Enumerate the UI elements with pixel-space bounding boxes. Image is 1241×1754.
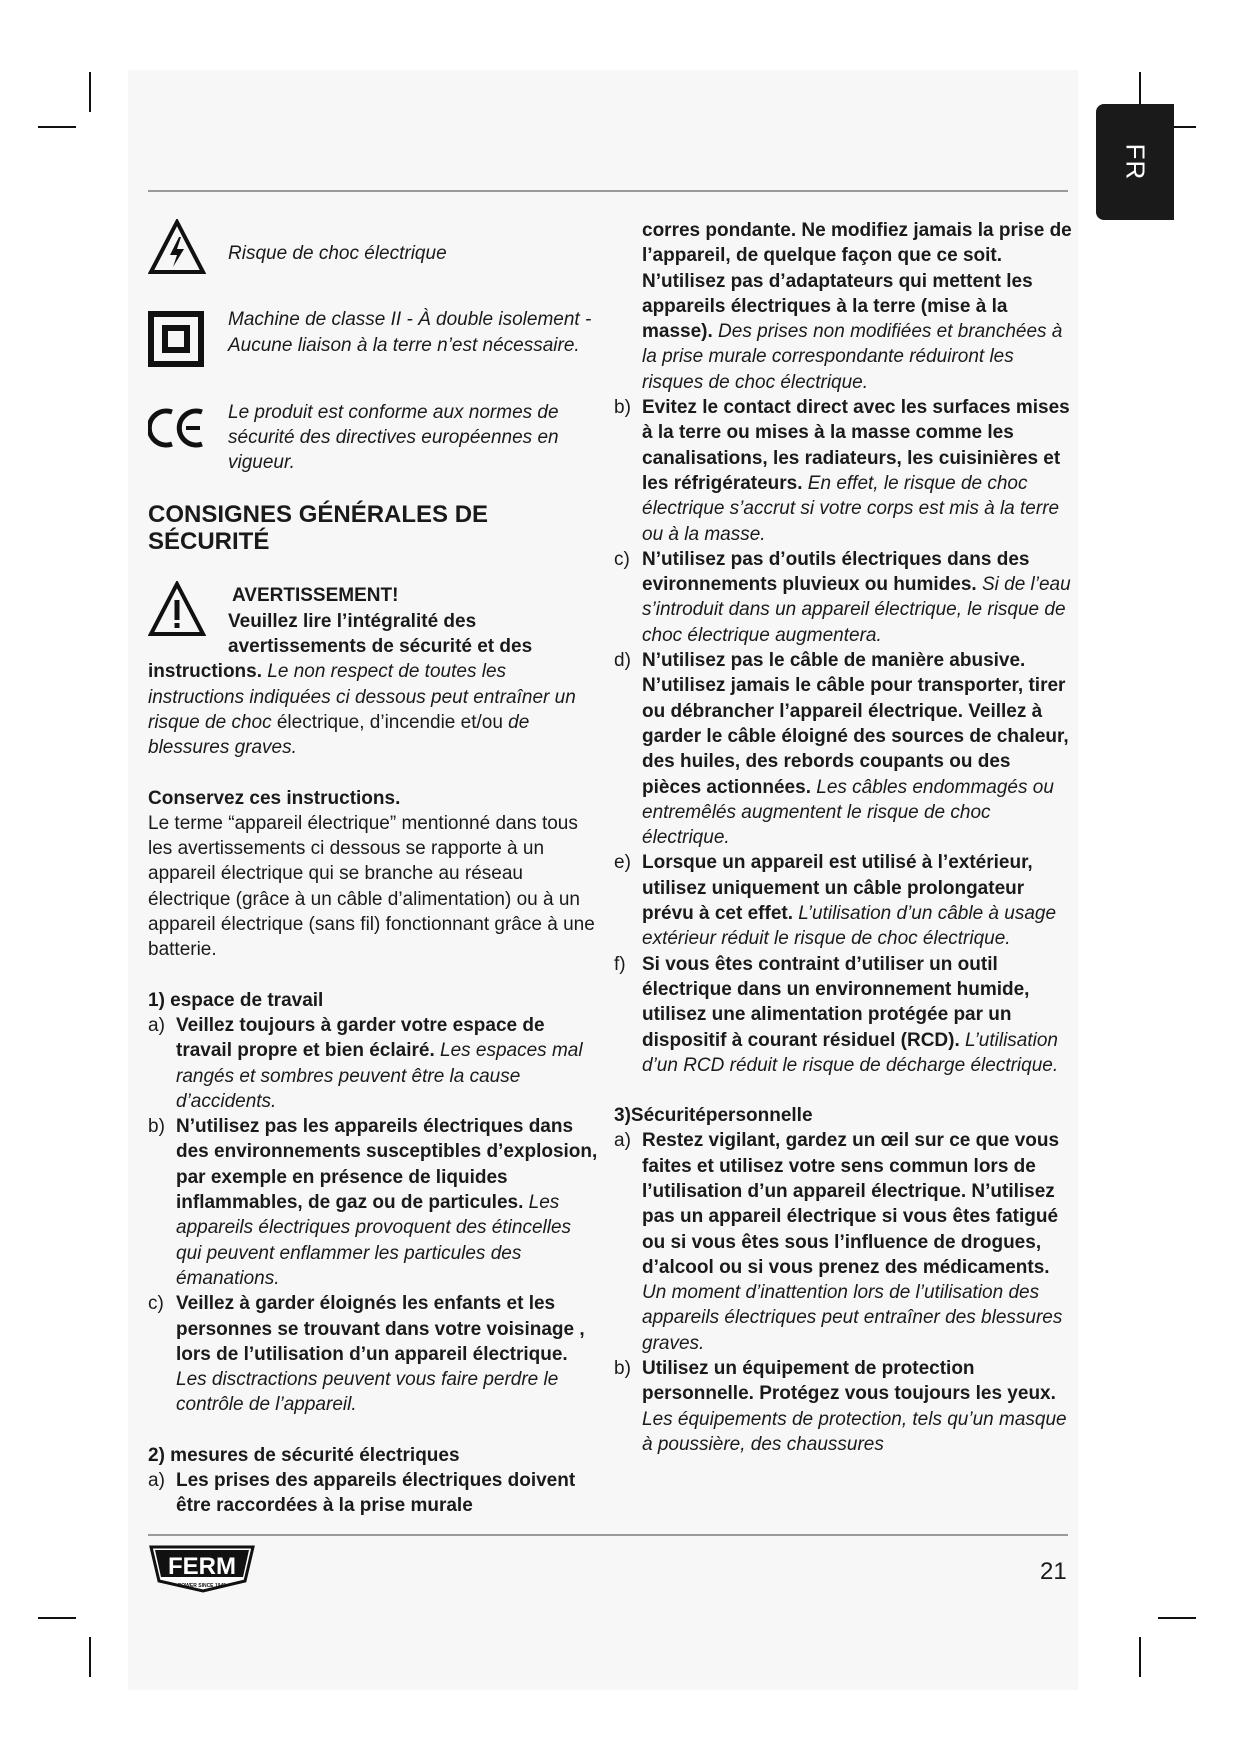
ferm-logo xyxy=(147,1545,257,1595)
crop-mark xyxy=(1158,1617,1196,1619)
crop-mark xyxy=(38,126,76,128)
symbol-text: Machine de classe II - À double isolement - Aucune liaison à la terre n’est nécessaire. xyxy=(228,309,592,356)
list-item: a) Restez vigilant, gardez un œil sur ce que vous faites et utilisez votre sens commun lors de l’utilisation d’un appareil électrique. N’utilisez pas un appareil électrique si vous êtes fatigué ou si vous êtes sous l’influence de drogues, d’alcool ou si vous prenez des médicaments. Un moment d’inattention lors de l’utilisation des appareils électriques peut entraîner des blessures graves. xyxy=(614,1130,1063,1354)
language-tab-label: FR xyxy=(1120,143,1151,181)
symbol-text: Risque de choc électrique xyxy=(228,243,447,264)
list-item: a) Veillez toujours à garder votre espace de travail propre et bien éclairé. Les espaces mal rangés et sombres peuvent être la cause d’accidents. xyxy=(148,1014,583,1112)
list-item: c) N’utilisez pas d’outils électriques dans des evironnements pluvieux ou humides. Si de l’eau s’introduit dans un appareil électrique, le risque de choc électrique augmentera. xyxy=(614,548,1071,646)
warning-text: Veuillez lire l’intégralité des avertissements de sécurité et des instructions. Le non respect de toutes les instructions indiquées ci dessous peut entraîner un risque de choc électrique, d’incendie et/ou de blessures graves. xyxy=(148,610,576,759)
crop-mark xyxy=(89,1637,91,1677)
section3-title: 3)Sécuritépersonnelle xyxy=(614,1105,813,1127)
ce-mark-icon xyxy=(148,406,208,450)
symbol-text: Le produit est conforme aux normes de sécurité des directives européennes en vigueur. xyxy=(228,401,559,474)
crop-mark xyxy=(89,72,91,112)
keep-title: Conservez ces instructions. xyxy=(148,787,401,809)
symbol-row xyxy=(148,400,598,476)
list-item: c) Veillez à garder éloignés les enfants et les personnes se trouvant dans votre voisinage , lors de l’utilisation d’un appareil électrique. Les disctractions peuvent vous faire perdre le contrôle de l’appareil. xyxy=(148,1293,585,1416)
right-column xyxy=(614,218,1074,1457)
section2-title: 2) mesures de sécurité électriques xyxy=(148,1444,460,1466)
symbol-row xyxy=(148,307,598,374)
list-item: e) Lorsque un appareil est utilisé à l’extérieur, utilisez uniquement un câble prolongateur prévu à cet effet. L’utilisation d’un câble à usage extérieur réduit le risque de choc électrique. xyxy=(614,852,1057,950)
list-item: b) N’utilisez pas les appareils électriques dans des environnements susceptibles d’explosion, par exemple en présence de liquides inflammables, de gaz ou de particules. Les appareils électriques provoquent des étincelles qui peuvent enflammer les particules des émanations. xyxy=(148,1116,598,1289)
section-heading: CONSIGNES GÉNÉRALES DE SÉCURITÉ xyxy=(148,501,489,556)
exclamation-warning-icon xyxy=(148,581,206,637)
crop-mark xyxy=(38,1617,76,1619)
list-item-continued: corres pondante. Ne modifiez jamais la prise de l’appareil, de quelque façon que ce soit. N’utilisez pas d’adaptateurs qui mettent les appareils électriques à la terre (mise à la masse). Des prises non modifiées et branchées à la prise murale correspondante réduiront les risques de choc électrique. xyxy=(642,220,1072,393)
top-rule xyxy=(148,190,1068,192)
class-ii-double-insulation-icon xyxy=(148,311,204,367)
language-tab xyxy=(1096,104,1174,220)
crop-mark xyxy=(1139,1637,1141,1677)
warning-title: AVERTISSEMENT! xyxy=(232,585,399,607)
bottom-rule xyxy=(148,1534,1068,1536)
warning-block xyxy=(148,583,598,760)
list-item: b) Utilisez un équipement de protection personnelle. Protégez vous toujours les yeux. Les équipements de protection, tels qu’un masque à poussière, des chaussures xyxy=(614,1358,1067,1455)
list-item: a) Les prises des appareils électriques doivent être raccordées à la prise murale xyxy=(148,1469,576,1517)
symbol-row xyxy=(148,241,598,282)
electric-shock-warning-icon xyxy=(148,219,206,275)
list-item: d) N’utilisez pas le câble de manière abusive. N’utilisez jamais le câble pour transporter, tirer ou débrancher l’appareil électrique. Veillez à garder le câble éloigné des sources de chaleur, des huiles, des rebords coupants ou des pièces actionnées. Les câbles endommagés ou entremêlés augmentent le risque de choc électrique. xyxy=(614,650,1069,849)
list-item: b) Evitez le contact direct avec les surfaces mises à la terre ou mises à la masse comme les canalisations, les radiateurs, les cuisinières et les réfrigérateurs. En effet, le risque de choc électrique s’accrut si votre corps est mis à la terre ou à la masse. xyxy=(614,397,1070,545)
svg-text:POWER SINCE 1945: POWER SINCE 1945 xyxy=(177,1583,227,1589)
section1-title: 1) espace de travail xyxy=(148,989,324,1011)
list-item: f) Si vous êtes contraint d’utiliser un outil électrique dans un environnement humide, utilisez une alimentation protégée par un dispositif à courant résiduel (RCD). L’utilisation d’un RCD réduit le risque de décharge électrique. xyxy=(614,953,1059,1076)
svg-text:FERM: FERM xyxy=(168,1553,236,1580)
page-number: 21 xyxy=(1040,1558,1067,1585)
keep-body: Le terme “appareil électrique” mentionné dans tous les avertissements ci dessous se rapporte à un appareil électrique qui se branche au réseau électrique (grâce à un câble d’alimentation) ou à un appareil électrique (sans fil) fonctionnant grâce à une batterie. xyxy=(148,812,595,961)
left-column xyxy=(148,241,598,1519)
